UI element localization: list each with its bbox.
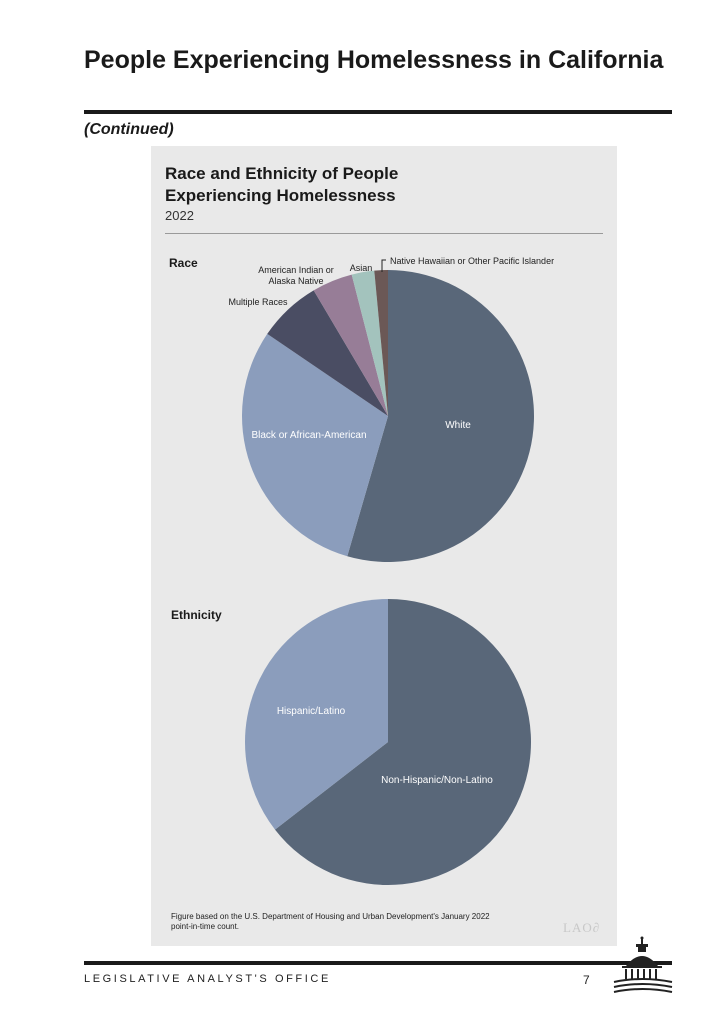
continued-label: (Continued) (84, 121, 174, 138)
pie-label-hispanic-latino: Hispanic/Latino (276, 706, 346, 717)
pie-label-black-or-african-american: Black or African-American (251, 430, 367, 441)
page-number: 7 (583, 973, 590, 987)
lao-watermark-text: LAO (563, 920, 593, 935)
figure-note: Figure based on the U.S. Department of Housing and Urban Development's January 2022 point-in-time count. (171, 912, 490, 931)
lao-watermark: LAO∂ (563, 920, 601, 935)
footer-rule (84, 961, 672, 965)
pie-label-american-indian-or-alaska-native: American Indian or Alaska Native (258, 265, 334, 286)
race-ethnicity-charts (151, 146, 617, 946)
figure-title: Race and Ethnicity of People Experiencing Homelessness (165, 164, 399, 205)
ethnicity-pie-chart (245, 599, 531, 885)
figure-year: 2022 (165, 208, 194, 223)
figure-panel (151, 146, 617, 946)
pie-label-non-hispanic-non-latino: Non-Hispanic/Non-Latino (381, 775, 493, 786)
pie-label-multiple-races: Multiple Races (228, 297, 288, 307)
race-section-label: Race (169, 256, 198, 270)
page-title: People Experiencing Homelessness in California (84, 46, 664, 74)
capitol-dome-icon (612, 936, 674, 996)
title-rule (84, 110, 672, 114)
race-pie-chart (228, 256, 554, 562)
pie-label-native-hawaiian-or-other-pacific-islander: Native Hawaiian or Other Pacific Islander (390, 256, 555, 266)
pie-label-asian: Asian (349, 263, 373, 273)
pie-label-white: White (445, 420, 471, 431)
footer-org: LEGISLATIVE ANALYST'S OFFICE (84, 973, 331, 985)
ethnicity-section-label: Ethnicity (171, 608, 222, 622)
